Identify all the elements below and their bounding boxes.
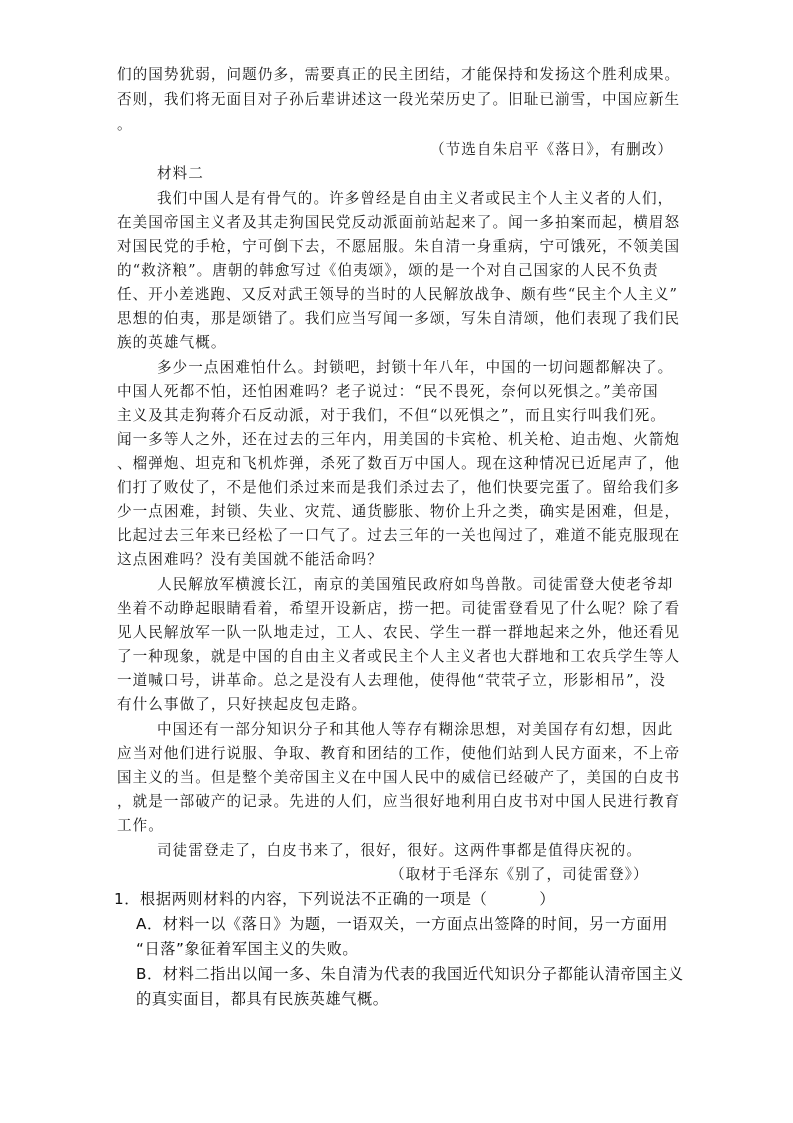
question1-stem-close: ） [539,890,556,908]
paragraph2-line: 们打了败仗了，不是他们杀过来而是我们杀过去了，他们快要完蛋了。留给我们多 [117,479,681,496]
paragraph1-line: 我们中国人是有骨气的。许多曾经是自由主义者或民主个人主义者的人们， [157,190,674,207]
paragraph3-line: 见人民解放军一队一队地走过，工人、农民、学生一群一群地起来之外，他还看见 [117,624,681,641]
paragraph2-line: 少一点困难，封锁、失业、灾荒、通货膨胀、物价上升之类，确实是困难，但是， [117,503,681,520]
material1-line: 们的国势犹弱，问题仍多，需要真正的民主团结，才能保持和发扬这个胜利成果。 [117,66,681,83]
paragraph2-line: 这点困难吗？没有美国就不能活命吗？ [117,551,383,568]
paragraph3-line: 人民解放军横渡长江，南京的美国殖民政府如鸟兽散。司徒雷登大使老爷却 [157,576,674,593]
paragraph3-line: 一道喊口号，讲革命。总之是没有人去理他，使得他“茕茕孑立，形影相吊”，没 [117,672,666,689]
question1-stem [114,889,555,909]
paragraph2-line: 主义及其走狗蒋介石反动派，对于我们，不但“以死惧之”，而且实行叫我们死。 [117,407,666,424]
option-b-line: B．材料二指出以闻一多、朱自清为代表的我国近代知识分子都能认清帝国主义 [136,965,684,983]
material1-line: 。 [117,116,133,133]
paragraph4-line: 工作。 [117,817,164,834]
paragraph5-line: 司徒雷登走了，白皮书来了，很好，很好。这两件事都是值得庆祝的。 [157,842,642,859]
paragraph2-line: 、榴弹炮、坦克和飞机炸弹，杀死了数百万中国人。现在这种情况已近尾声了，他 [117,455,681,472]
material1-line: 否则，我们将无面目对子孙后辈讲述这一段光荣历史了。旧耻已湔雪，中国应新生 [117,91,681,108]
paragraph2-line: 闻一多等人之外，还在过去的三年内，用美国的卡宾枪、机关枪、迫击炮、火箭炮 [117,431,681,448]
material1-source: （节选自朱启平《落日》，有删改） [430,141,674,158]
paragraph4-line: ，就是一部破产的记录。先进的人们，应当很好地利用白皮书对中国人民进行教育 [117,793,681,810]
option-b-line: 的真实面目，都具有民族英雄气概。 [136,990,389,1008]
paragraph1-line: 族的英雄气概。 [117,334,227,351]
option-a-line: A．材料一以《落日》为题，一语双关，一方面点出签降的时间，另一方面用 [136,915,668,933]
paragraph1-line: 在美国帝国主义者及其走狗国民党反动派面前站起来了。闻一多拍案而起，横眉怒 [117,214,681,231]
paragraph2-line: 中国人死都不怕，还怕困难吗？老子说过：“民不畏死，奈何以死惧之。”美帝国 [117,383,659,400]
paragraph4-line: 应当对他们进行说服、争取、教育和团结的工作，使他们站到人民方面来，不上帝 [117,745,681,762]
paragraph4-line: 国主义的当。但是整个美帝国主义在中国人民中的威信已经破产了，美国的白皮书 [117,769,681,786]
paragraph1-line: 思想的伯夷，那是颂错了。我们应当写闻一多颂，写朱自清颂，他们表现了我们民 [117,310,681,327]
paragraph3-line: 坐着不动睁起眼睛看着，希望开设新店，捞一把。司徒雷登看见了什么呢？除了看 [117,600,681,617]
paragraph3-line: 有什么事做了，只好挟起皮包走路。 [117,696,368,713]
question1-stem-text: 1．根据两则材料的内容，下列说法不正确的一项是（ [114,890,488,908]
option-a-line: “日落”象征着军国主义的失败。 [136,940,359,958]
material2-source: （取材于毛泽东《别了，司徒雷登》） [390,866,649,883]
paragraph2-line: 多少一点困难怕什么。封锁吧，封锁十年八年，中国的一切问题都解决了。 [157,359,674,376]
paragraph1-line: 的“救济粮”。唐朝的韩愈写过《伯夷颂》，颂的是一个对自己国家的人民不负责 [117,262,659,279]
paragraph1-line: 对国民党的手枪，宁可倒下去，不愿屈服。朱自清一身重病，宁可饿死，不领美国 [117,238,681,255]
paragraph1-line: 任、开小差逃跑、又反对武王领导的当时的人民解放战争、颇有些“民主个人主义” [117,286,678,303]
paragraph3-line: 了一种现象，就是中国的自由主义者或民主个人主义者也大群地和工农兵学生等人 [117,648,681,665]
paragraph2-line: 比起过去三年来已经松了一口气了。过去三年的一关也闯过了，难道不能克服现在 [117,527,681,544]
material2-heading: 材料二 [157,165,204,182]
paragraph4-line: 中国还有一部分知识分子和其他人等存有糊涂思想，对美国存有幻想，因此 [157,721,674,738]
